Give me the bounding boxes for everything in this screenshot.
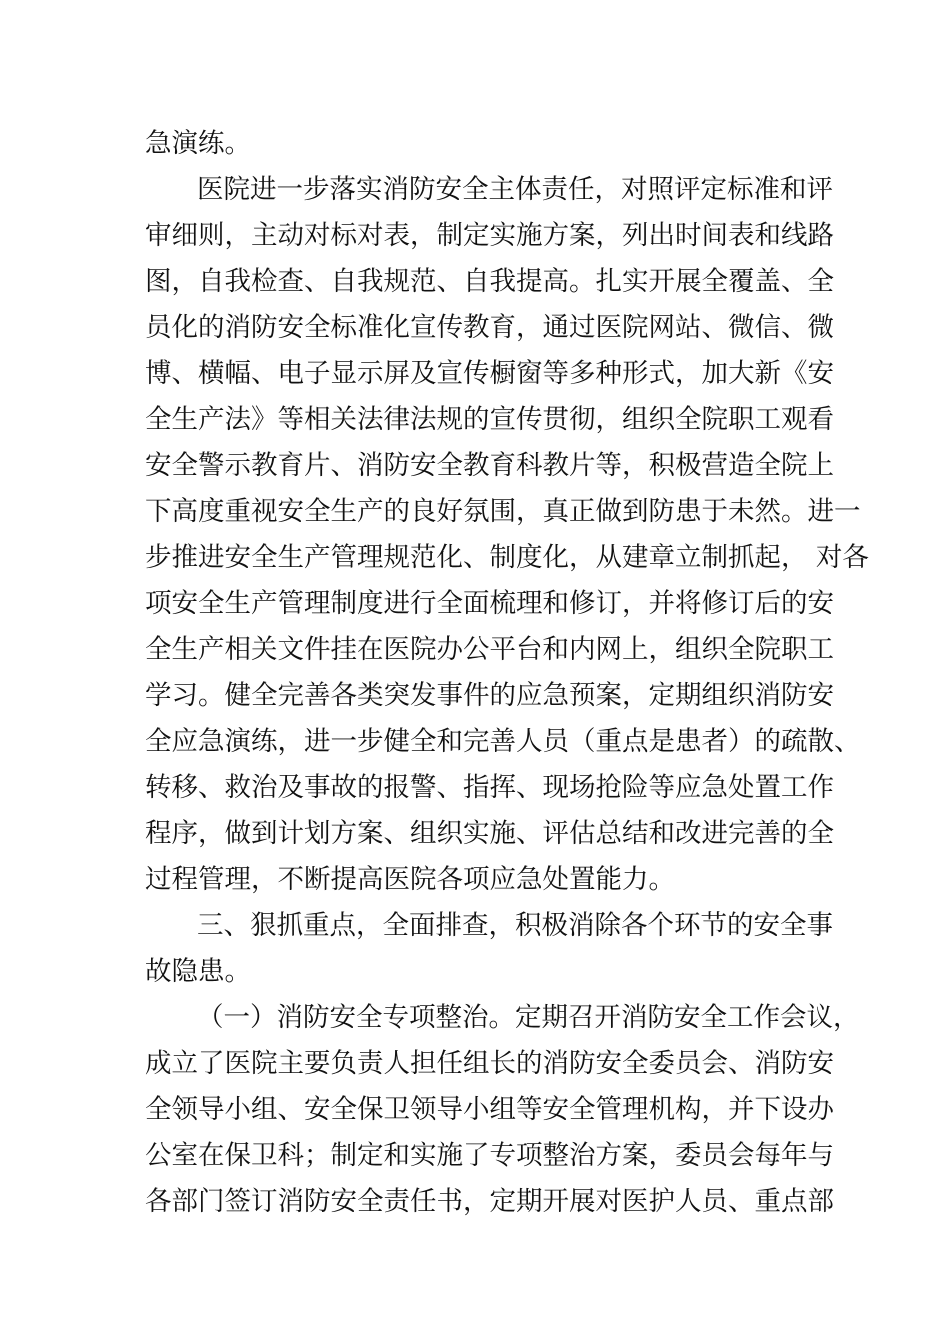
- text-line-12: 全生产相关文件挂在医院办公平台和内网上，组织全院职工: [145, 634, 834, 665]
- text-line-7: 全生产法》等相关法律法规的宣传贯彻，组织全院职工观看: [145, 404, 834, 435]
- text-line-2: 医院进一步落实消防安全主体责任，对照评定标准和评: [197, 174, 833, 205]
- text-line-10: 步推进安全生产管理规范化、制度化，从建章立制抓起， 对各: [145, 542, 869, 573]
- text-line-1: 急演练。: [145, 128, 251, 159]
- text-line-20: （一）消防安全专项整治。定期召开消防安全工作会议，: [197, 1002, 860, 1033]
- text-line-8: 安全警示教育片、消防安全教育科教片等，积极营造全院上: [145, 450, 834, 481]
- text-line-21: 成立了医院主要负责人担任组长的消防安全委员会、消防安: [145, 1048, 834, 1079]
- text-line-24: 各部门签订消防安全责任书，定期开展对医护人员、重点部: [145, 1186, 834, 1217]
- text-line-11: 项安全生产管理制度进行全面梳理和修订，并将修订后的安: [145, 588, 834, 619]
- section-heading-line-1: 三、狠抓重点，全面排查，积极消除各个环节的安全事: [197, 910, 833, 941]
- text-line-17: 过程管理，不断提高医院各项应急处置能力。: [145, 864, 675, 895]
- text-line-13: 学习。健全完善各类突发事件的应急预案，定期组织消防安: [145, 680, 834, 711]
- text-line-23: 公室在保卫科；制定和实施了专项整治方案，委员会每年与: [145, 1140, 834, 1171]
- text-line-14: 全应急演练，进一步健全和完善人员（重点是患者）的疏散、: [145, 726, 861, 757]
- text-line-15: 转移、救治及事故的报警、指挥、现场抢险等应急处置工作: [145, 772, 834, 803]
- text-line-6: 博、横幅、电子显示屏及宣传橱窗等多种形式，加大新《安: [145, 358, 834, 389]
- text-line-3: 审细则，主动对标对表，制定实施方案，列出时间表和线路: [145, 220, 834, 251]
- text-line-5: 员化的消防安全标准化宣传教育，通过医院网站、微信、微: [145, 312, 834, 343]
- text-line-9: 下高度重视安全生产的良好氛围，真正做到防患于未然。进一: [145, 496, 861, 527]
- text-line-22: 全领导小组、安全保卫领导小组等安全管理机构，并下设办: [145, 1094, 834, 1125]
- text-line-16: 程序，做到计划方案、组织实施、评估总结和改进完善的全: [145, 818, 834, 849]
- section-heading-line-2: 故隐患。: [145, 956, 251, 987]
- text-line-4: 图，自我检查、自我规范、自我提高。扎实开展全覆盖、全: [145, 266, 834, 297]
